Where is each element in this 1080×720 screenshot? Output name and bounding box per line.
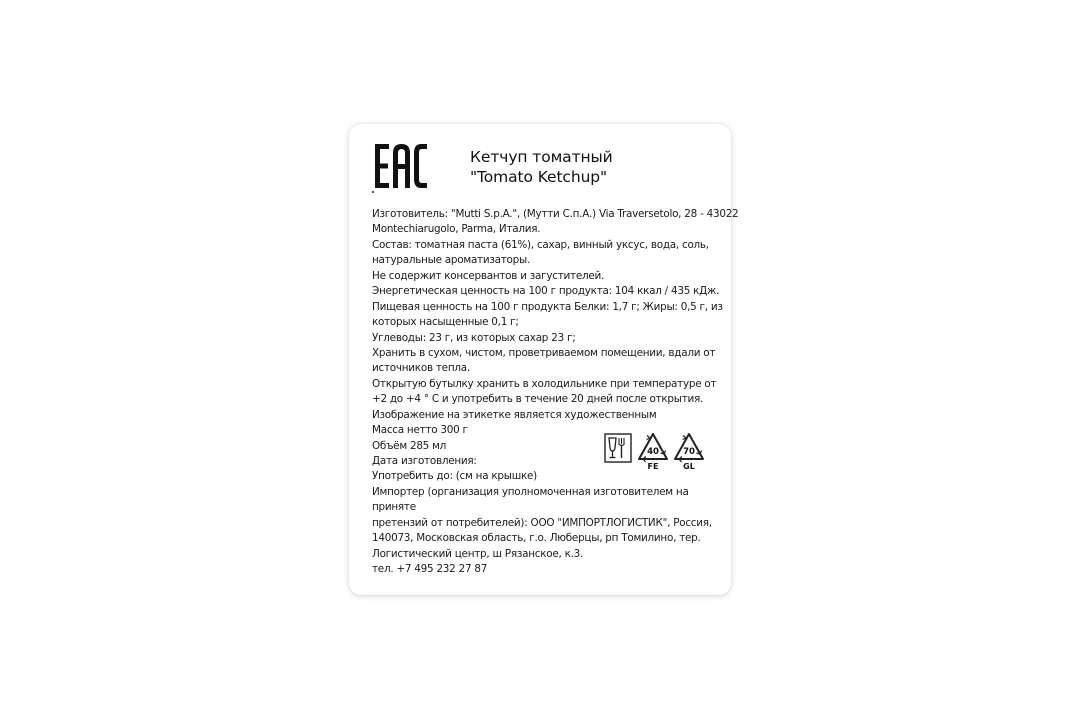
recycle-fe-symbol <box>637 432 669 472</box>
body-line: Изготовитель: "Mutti S.p.A.", (Мутти С.п.А.) Via Traversetolo, 28 - 43022 <box>372 208 739 220</box>
recycle-fe-code: FE <box>647 462 659 471</box>
recycle-gl-number: 70 <box>683 447 695 457</box>
body-line: Состав: томатная паста (61%), сахар, винный уксус, вода, соль, <box>372 238 709 251</box>
body-line: Пищевая ценность на 100 г продукта Белки: 1,7 г; Жиры: 0,5 г, из <box>372 300 723 313</box>
recycle-gl-symbol <box>673 432 705 472</box>
label-body-text <box>372 207 739 578</box>
body-line: Масса нетто 300 г <box>372 424 468 437</box>
body-line: Изображение на этикетке является художественным <box>372 408 657 421</box>
body-line: претензий от потребителей): ООО "ИМПОРТЛОГИСТИК", Россия, <box>372 516 712 529</box>
body-line: Montechiarugolo, Parma, Италия. <box>372 223 541 236</box>
body-line: источников тепла. <box>372 362 470 375</box>
body-line: натуральные ароматизаторы. <box>372 254 531 267</box>
packaging-symbols <box>604 432 706 474</box>
body-line: Объём 285 мл <box>372 439 447 452</box>
body-line: приняте <box>372 501 416 514</box>
eac-conformity-mark-icon <box>374 143 428 189</box>
product-title-en: "Tomato Ketchup" <box>470 168 608 186</box>
body-line: которых насыщенные 0,1 г; <box>372 316 519 329</box>
body-line: Употребить до: (см на крышке) <box>372 470 537 483</box>
body-line: +2 до +4 ° С и употребить в течение 20 дней после открытия. <box>372 393 704 406</box>
body-line: Углеводы: 23 г, из которых сахар 23 г; <box>372 331 576 344</box>
body-line: Открытую бутылку хранить в холодильнике при температуре от <box>372 377 717 390</box>
product-title <box>470 147 710 187</box>
recycle-fe-number: 40 <box>647 447 659 457</box>
body-line: Дата изготовления: <box>372 455 477 467</box>
glass-fork-food-safe-icon <box>604 433 632 463</box>
body-line: Энергетическая ценность на 100 г продукта: 104 ккал / 435 кДж. <box>372 285 720 298</box>
body-line: Логистический центр, ш Рязанское, к.3. <box>372 547 584 560</box>
body-line: Не содержит консервантов и загустителей. <box>372 269 605 282</box>
recycle-gl-code: GL <box>683 462 695 471</box>
eac-mark-dot <box>372 191 374 193</box>
body-line: тел. +7 495 232 27 87 <box>372 563 488 576</box>
body-line: 140073, Московская область, г.о. Люберцы, рп Томилино, тер. <box>372 532 701 545</box>
body-line: Хранить в сухом, чистом, проветриваемом помещении, вдали от <box>372 346 716 359</box>
product-title-ru: Кетчуп томатный <box>470 148 613 166</box>
recycle-triangle-icon <box>673 432 705 472</box>
body-line: Импортер (организация уполномоченная изготовителем на <box>372 485 689 498</box>
recycle-triangle-icon <box>637 432 669 472</box>
